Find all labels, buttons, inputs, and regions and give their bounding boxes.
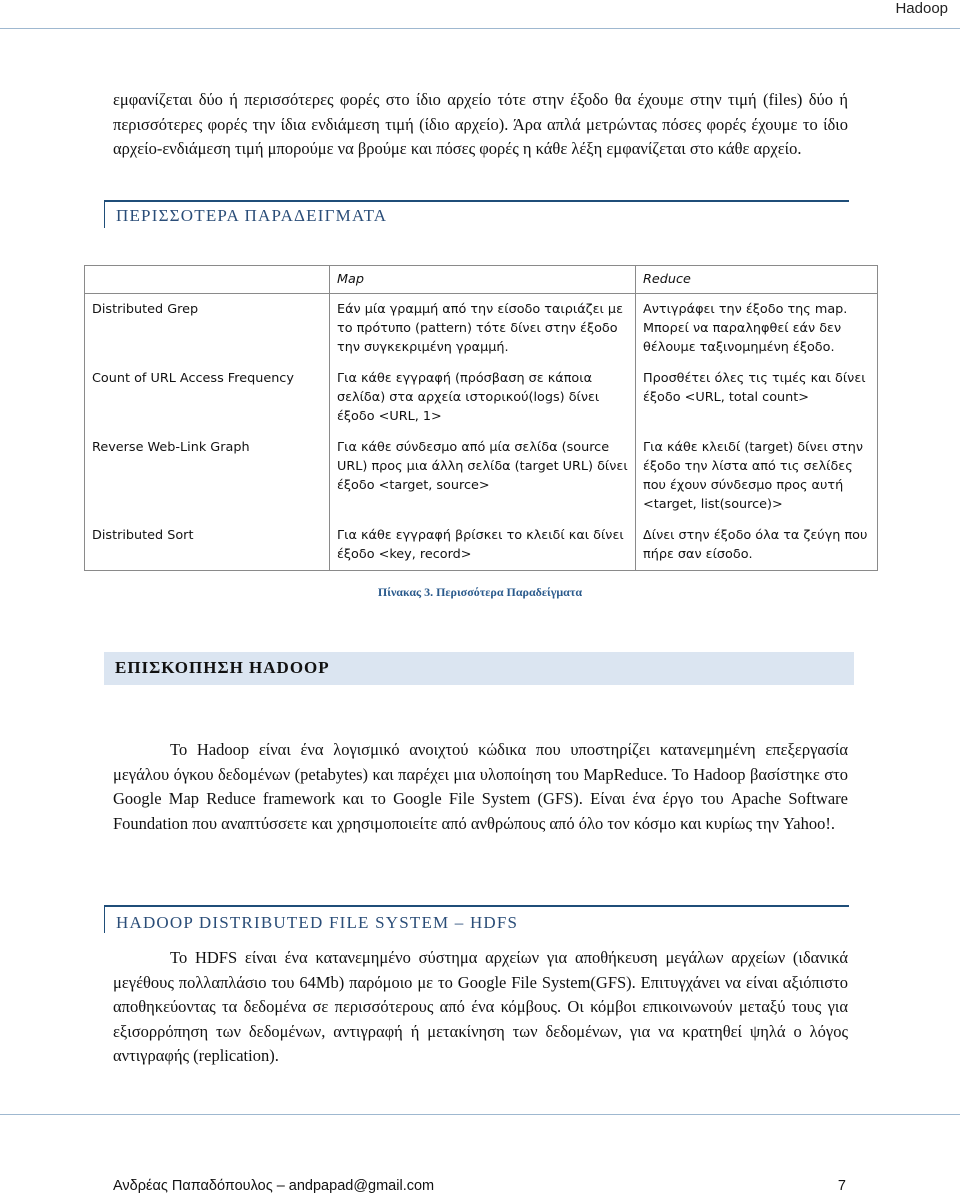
footer-divider xyxy=(0,1114,960,1115)
header-divider xyxy=(0,28,960,29)
row-reduce: Για κάθε κλειδί (target) δίνει στην έξοδο την λίστα από τις σελίδες που έχουν σύνδεσμο προς αυτή <target, list(source)> xyxy=(636,432,878,520)
row-name: Reverse Web-Link Graph xyxy=(85,432,330,520)
row-reduce: Αντιγράφει την έξοδο της map. Μπορεί να παραληφθεί εάν δεν θέλουμε ταξινομημένη έξοδο. xyxy=(636,294,878,364)
table-row xyxy=(85,520,878,571)
table-caption: Πίνακας 3. Περισσότερα Παραδείγματα xyxy=(377,585,583,599)
intro-paragraph: εμφανίζεται δύο ή περισσότερες φορές στο ίδιο αρχείο τότε στην έξοδο θα έχουμε στην τιμή (files) δύο ή περισσότερες φορές την ίδια ενδιάμεση τιμή (ίδιο αρχείο). Άρα απλά μετρώντας πόσες φορές έχουμε το ίδιο αρχείο-ενδιάμεση τιμή μπορούμε να βρούμε και πόσες φορές η κάθε λέξη εμφανίζεται στο κάθε αρχείο. xyxy=(113,90,848,158)
section-title-overview: ΕΠΙΣΚΟΠΗΣΗ HADOOP xyxy=(115,658,330,677)
page-number: 7 xyxy=(837,1178,846,1194)
row-reduce: Προσθέτει όλες τις τιμές και δίνει έξοδο <URL, total count> xyxy=(636,363,878,432)
table-header-row xyxy=(85,266,878,294)
footer-author: Ανδρέας Παπαδόπουλος – andpapad@gmail.com xyxy=(113,1178,435,1194)
table-header-empty xyxy=(85,266,330,294)
section-left-rule xyxy=(104,907,105,933)
row-reduce: Δίνει στην έξοδο όλα τα ζεύγη που πήρε σαν είσοδο. xyxy=(636,520,878,571)
section-banner-overview xyxy=(104,652,854,685)
row-map: Για κάθε εγγραφή (πρόσβαση σε κάποια σελίδα) στα αρχεία ιστορικού(logs) δίνει έξοδο <URL, 1> xyxy=(330,363,636,432)
table-header-reduce: Reduce xyxy=(636,266,878,294)
table-row xyxy=(85,294,878,364)
hdfs-paragraph: Το HDFS είναι ένα κατανεμημένο σύστημα αρχείων για αποθήκευση μεγάλων αρχείων (ιδανικά μεγέθους πολλαπλάσιο του 64Mb) παρόμοιο με το Google File System(GFS). Επιτυγχάνει να είναι αξιόπιστο αποθηκεύοντας τα δεδομένα σε περισσότερους από ένα κόμβους. Οι κόμβοι επικοινωνούν μεταξύ τους για εξισορρόπηση των δεδομένων, αντιγραφή ή μετακίνηση των δεδομένων, για να κρατηθεί ψηλά ο λόγος αντιγραφής (replication). xyxy=(113,948,848,1065)
header-title: Hadoop xyxy=(895,0,948,17)
section-heading-hdfs xyxy=(104,905,849,932)
section-left-rule xyxy=(104,202,105,228)
section-heading-examples xyxy=(104,200,849,225)
row-map: Εάν μία γραμμή από την είσοδο ταιριάζει με το πρότυπο (pattern) τότε δίνει στην έξοδο την συγκεκριμένη γραμμή. xyxy=(330,294,636,364)
overview-paragraph: Το Hadoop είναι ένα λογισμικό ανοιχτού κώδικα που υποστηρίζει κατανεμημένη επεξεργασία μεγάλου όγκου δεδομένων (petabytes) και παρέχει μια υλοποίηση του MapReduce. Το Hadoop βασίστηκε στο Google Map Reduce framework και το Google File System (GFS). Είναι ένα έργο του Apache Software Foundation που αναπτύσσετε και χρησιμοποιείτε από ανθρώπους από όλο τον κόσμο και κυρίως την Yahoo!. xyxy=(113,740,848,833)
row-map: Για κάθε εγγραφή βρίσκει το κλειδί και δίνει έξοδο <key, record> xyxy=(330,520,636,571)
section-title-hdfs: HADOOP DISTRIBUTED FILE SYSTEM – HDFS xyxy=(116,913,519,932)
mapreduce-examples-table xyxy=(84,265,878,571)
section-title-examples: ΠΕΡΙΣΣΟΤΕΡΑ ΠΑΡΑΔΕΙΓΜΑΤΑ xyxy=(116,206,388,225)
table-header-map: Map xyxy=(330,266,636,294)
table-row xyxy=(85,363,878,432)
row-name: Count of URL Access Frequency xyxy=(85,363,330,432)
table-row xyxy=(85,432,878,520)
row-map: Για κάθε σύνδεσμο από μία σελίδα (source URL) προς μια άλλη σελίδα (target URL) δίνει έξοδο <target, source> xyxy=(330,432,636,520)
row-name: Distributed Grep xyxy=(85,294,330,364)
row-name: Distributed Sort xyxy=(85,520,330,571)
